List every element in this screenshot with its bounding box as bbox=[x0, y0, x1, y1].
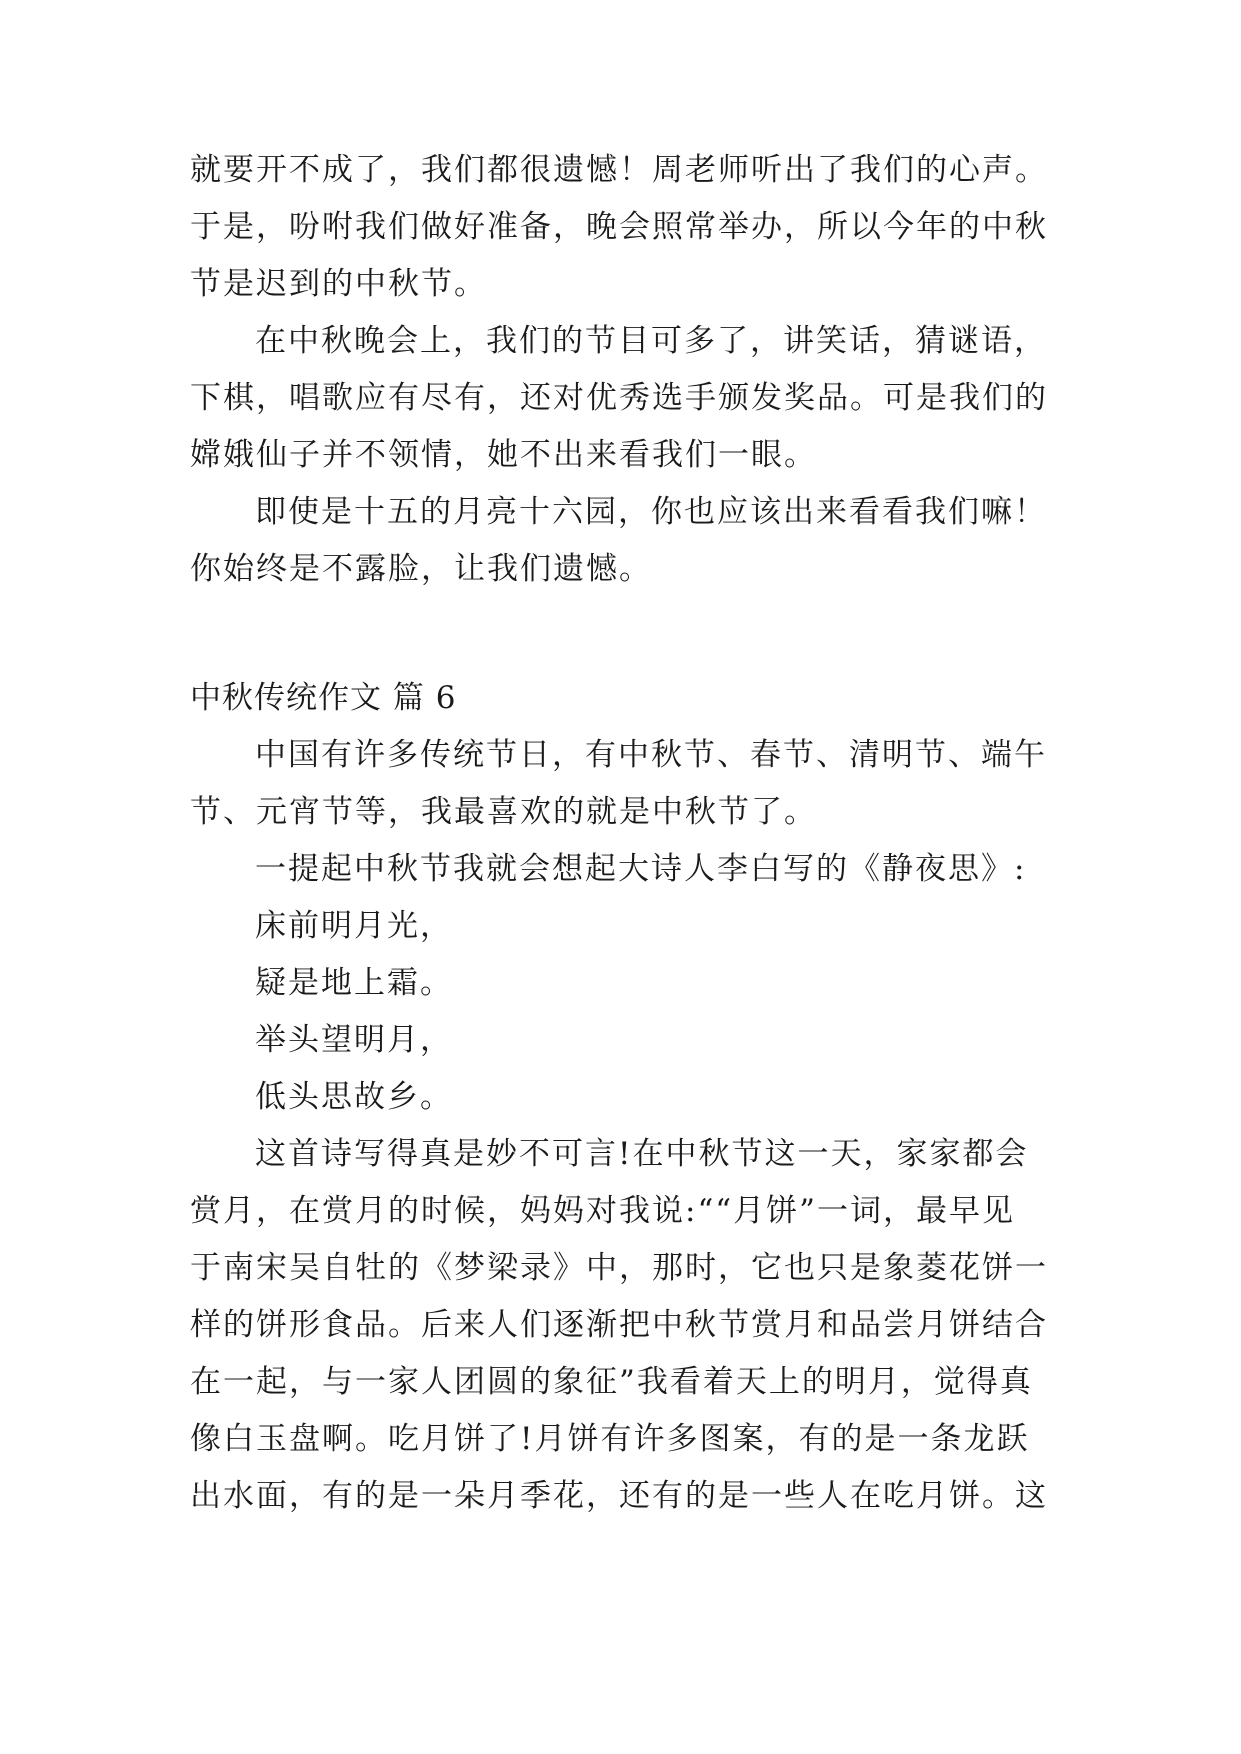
paragraph-line: 中国有许多传统节日，有中秋节、春节、清明节、端午 bbox=[255, 737, 1047, 773]
paragraph-line: 出水面，有的是一朵月季花，还有的是一些人在吃月饼。这 bbox=[190, 1478, 1048, 1514]
paragraph-line: 你始终是不露脸，让我们遗憾。 bbox=[190, 551, 652, 587]
poem-line: 低头思故乡。 bbox=[255, 1079, 453, 1115]
paragraph-line: 即使是十五的月亮十六园，你也应该出来看看我们嘛！ bbox=[255, 494, 1047, 530]
paragraph-line: 就要开不成了，我们都很遗憾！周老师听出了我们的心声。 bbox=[190, 152, 1048, 188]
paragraph-line: 样的饼形食品。后来人们逐渐把中秋节赏月和品尝月饼结合 bbox=[190, 1307, 1048, 1343]
paragraph-line: 于南宋吴自牡的《梦梁录》中，那时，它也只是象菱花饼一 bbox=[190, 1250, 1048, 1286]
paragraph-line: 这首诗写得真是妙不可言!在中秋节这一天，家家都会 bbox=[255, 1136, 1029, 1172]
paragraph-line: 像白玉盘啊。吃月饼了!月饼有许多图案，有的是一条龙跃 bbox=[190, 1421, 1030, 1457]
paragraph-line: 于是，吩咐我们做好准备，晚会照常举办，所以今年的中秋 bbox=[190, 209, 1048, 245]
poem-line: 举头望明月， bbox=[255, 1022, 453, 1058]
paragraph-line: 嫦娥仙子并不领情，她不出来看我们一眼。 bbox=[190, 437, 817, 473]
paragraph-line: 节是迟到的中秋节。 bbox=[190, 266, 487, 302]
paragraph-line: 节、元宵节等，我最喜欢的就是中秋节了。 bbox=[190, 794, 817, 830]
paragraph-line: 下棋，唱歌应有尽有，还对优秀选手颁发奖品。可是我们的 bbox=[190, 380, 1048, 416]
poem-line: 床前明月光， bbox=[255, 908, 453, 944]
paragraph-line: 赏月，在赏月的时候，妈妈对我说:““月饼”一词，最早见 bbox=[190, 1193, 1015, 1229]
paragraph-line: 在一起，与一家人团圆的象征”我看着天上的明月，觉得真 bbox=[190, 1364, 1033, 1400]
paragraph-line: 一提起中秋节我就会想起大诗人李白写的《静夜思》: bbox=[255, 851, 1027, 887]
poem-line: 疑是地上霜。 bbox=[255, 965, 453, 1001]
paragraph-line: 在中秋晚会上，我们的节目可多了，讲笑话，猜谜语， bbox=[255, 323, 1047, 359]
section-heading: 中秋传统作文 篇 6 bbox=[190, 680, 457, 716]
